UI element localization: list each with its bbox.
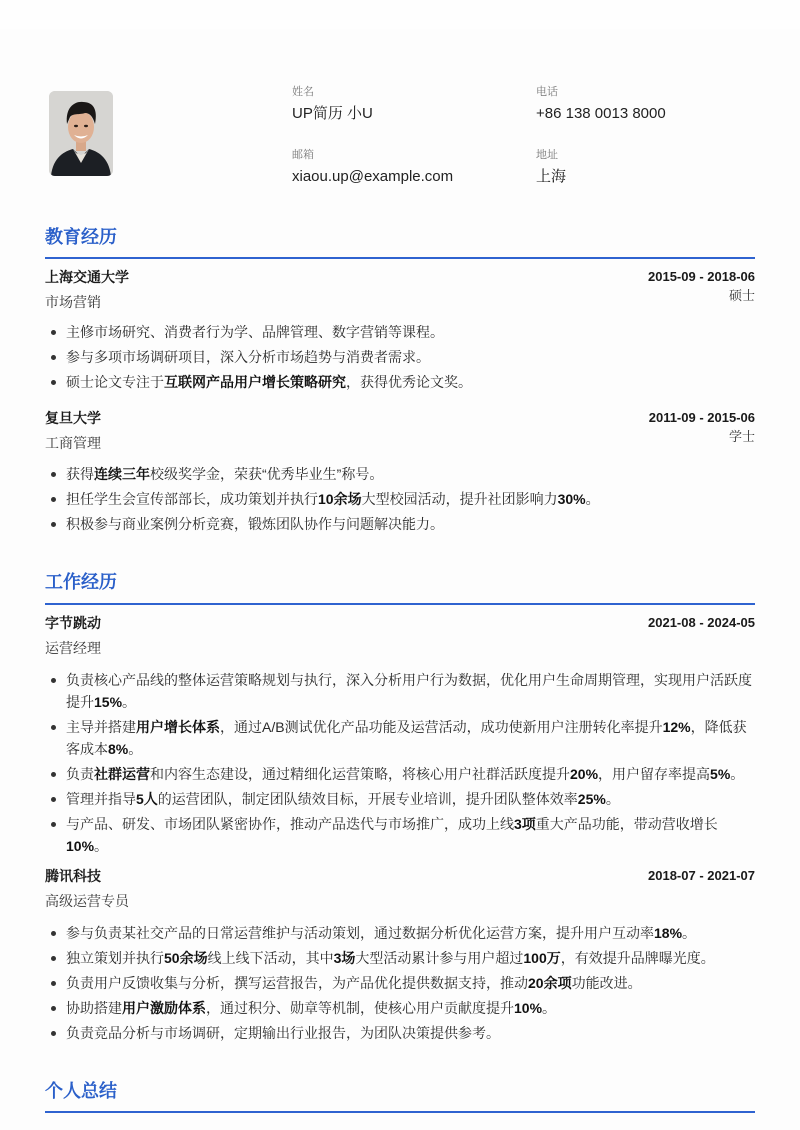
bullet-item: 管理并指导5人的运营团队，制定团队绩效目标，开展专业培训，提升团队整体效率25%。 — [45, 788, 757, 810]
bullet-item: 负责核心产品线的整体运营策略规划与执行，深入分析用户行为数据，优化用户生命周期管理，实现用户活跃度提升15%。 — [45, 669, 757, 713]
bullet-item: 积极参与商业案例分析竞赛，锻炼团队协作与问题解决能力。 — [45, 513, 757, 535]
resume-page — [0, 29, 800, 1130]
bullet-item: 参与负责某社交产品的日常运营维护与活动策划，通过数据分析优化运营方案，提升用户互动率18%。 — [45, 922, 757, 944]
work-bullets — [45, 669, 757, 860]
job-role: 高级运营专员 — [45, 893, 129, 909]
section-title-education: 教育经历 — [45, 227, 117, 247]
education-date: 2011-09 - 2015-06 — [648, 410, 755, 425]
education-bullets — [45, 321, 757, 396]
profile-photo — [49, 91, 113, 176]
bullet-item: 负责社群运营和内容生态建设，通过精细化运营策略，将核心用户社群活跃度提升20%，用户留存率提高5%。 — [45, 763, 757, 785]
work-bullets — [45, 922, 757, 1047]
phone-label: 电话 — [536, 86, 558, 98]
bullet-item: 协助搭建用户激励体系，通过积分、勋章等机制，使核心用户贡献度提升10%。 — [45, 997, 757, 1019]
job-role: 运营经理 — [45, 640, 101, 656]
avatar-icon — [49, 91, 113, 176]
address-value: 上海 — [536, 168, 567, 185]
phone-value: +86 138 0013 8000 — [536, 105, 666, 122]
section-divider — [45, 603, 755, 605]
major: 市场营销 — [45, 294, 101, 310]
education-bullets — [45, 463, 757, 538]
name-label: 姓名 — [292, 86, 314, 98]
section-divider — [45, 257, 755, 259]
section-title-summary: 个人总结 — [45, 1081, 117, 1101]
email-value: xiaou.up@example.com — [292, 168, 454, 185]
resume-header — [0, 29, 800, 209]
major: 工商管理 — [45, 435, 101, 451]
email-label: 邮箱 — [292, 149, 314, 161]
bullet-item: 主导并搭建用户增长体系，通过A/B测试优化产品功能及运营活动，成功使新用户注册转化率提升12%，降低获客成本8%。 — [45, 716, 757, 760]
bullet-item: 负责用户反馈收集与分析，撰写运营报告，为产品优化提供数据支持，推动20余项功能改进。 — [45, 972, 757, 994]
bullet-item: 独立策划并执行50余场线上线下活动，其中3场大型活动累计参与用户超过100万，有效提升品牌曝光度。 — [45, 947, 757, 969]
degree: 硕士 — [728, 288, 755, 303]
school-name: 复旦大学 — [45, 410, 101, 426]
page-top-margin — [0, 0, 800, 29]
info-email — [292, 148, 453, 187]
bullet-item: 担任学生会宣传部部长，成功策划并执行10余场大型校园活动，提升社团影响力30%。 — [45, 488, 757, 510]
bullet-item: 主修市场研究、消费者行为学、品牌管理、数字营销等课程。 — [45, 321, 757, 343]
education-date: 2015-09 - 2018-06 — [648, 269, 755, 284]
work-date: 2018-07 - 2021-07 — [648, 868, 755, 883]
company-name: 腾讯科技 — [45, 868, 101, 884]
name-value: UP简历 小U — [292, 105, 373, 122]
school-name: 上海交通大学 — [45, 269, 129, 285]
info-address — [536, 148, 566, 187]
section-divider — [45, 1111, 755, 1113]
degree: 学士 — [728, 429, 755, 444]
bullet-item: 与产品、研发、市场团队紧密协作，推动产品迭代与市场推广，成功上线3项重大产品功能，带动营收增长10%。 — [45, 813, 757, 857]
bullet-item: 负责竞品分析与市场调研，定期输出行业报告，为团队决策提供参考。 — [45, 1022, 757, 1044]
bullet-item: 参与多项市场调研项目，深入分析市场趋势与消费者需求。 — [45, 346, 757, 368]
company-name: 字节跳动 — [45, 615, 101, 631]
address-label: 地址 — [536, 149, 558, 161]
info-phone — [536, 85, 666, 124]
work-date: 2021-08 - 2024-05 — [648, 615, 755, 630]
section-title-work: 工作经历 — [45, 572, 117, 592]
info-name — [292, 85, 373, 124]
bullet-item: 硕士论文专注于互联网产品用户增长策略研究，获得优秀论文奖。 — [45, 371, 757, 393]
bullet-item: 获得连续三年校级奖学金，荣获“优秀毕业生”称号。 — [45, 463, 757, 485]
